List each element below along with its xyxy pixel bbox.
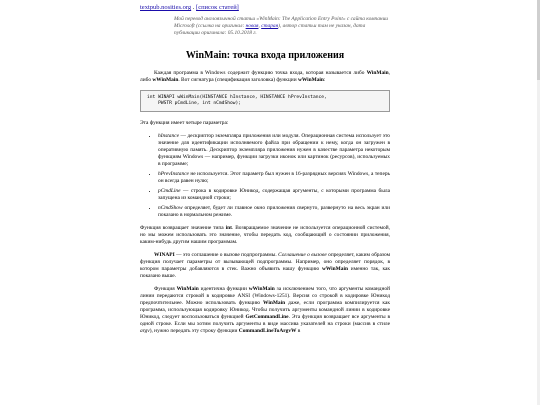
code-line-1: int WINAPI wWinMain(HINSTANCE hInstance, HINSTANCE hPrevInstance, [147, 95, 327, 100]
code-block [140, 90, 390, 112]
top-nav [140, 3, 390, 12]
param-item: • hPrevInstance не используется. Этот параметр был нужен в 16-разрядных версиях Windows, а теперь он всегда равен нулю; [158, 171, 390, 185]
intro-text-2: ), автор статьи там не указан, дата публикации оригинала: 05.10.2018 г. [174, 23, 366, 36]
intro-text-1: Мой перевод англоязычной статьи «WinMain: The Application Entry Point» с сайта компании Microsoft (ссылка на оригинал: [174, 16, 388, 29]
articles-list-link[interactable]: [список статей] [196, 4, 239, 11]
paragraph-4: WINAPI — это соглашение о вызове подпрограммы. Соглашение о вызове определяет, каким образом функция получает параметры от вызывающей подпрограммы. Например, оно определяет порядок, в котором параметры добавляются в стек. Важно объявить нашу функцию wWinMain именно так, как показано выше. [140, 252, 391, 279]
page-content [140, 3, 390, 341]
paragraph-3: Функция возвращает значение типа int. Возвращаемое значение не используется операционной системой, но мы можем использовать это значение, чтобы передать код, сообщающий о состоянии приложения, каким-нибудь другим нашим программам. [140, 225, 390, 245]
translation-note [174, 16, 390, 37]
nav-separator: . [191, 4, 197, 11]
param-list [140, 133, 390, 219]
site-link[interactable]: textpub.nosities.org [140, 4, 192, 11]
article-title: WinMain: точка входа приложения [185, 50, 345, 61]
original-link-old[interactable]: старая [261, 23, 279, 29]
intro-comma: , [258, 23, 262, 29]
paragraph-2: Эта функция имеет четыре параметра: [140, 120, 229, 126]
param-item: • nCmdShow определяет, будет ли главное окно приложения свернуто, развернуто на весь экран или показано в нормальном режиме. [158, 205, 390, 219]
code-line-2: PWSTR pCmdLine, int nCmdShow); [147, 101, 242, 106]
paragraph-5: Функция WinMain идентична функции wWinMain за исключением того, что аргументы командной линии передаются строкой в кодировке ANSI (Windows-1251). Версия со строкой в кодировке Юникод предпочтительнее. Можно использовать функцию WinMain даже, если программа компилируется как программа, использующая кодировку Юникод. Чтобы получить аргументы командной линии в кодировке Юникод, следует воспользоваться функцией GetCommandLine. Эта функция возвращает все аргументы в одной строке. Если мы хотим получить аргументы в виде массива указателей на строки (массив в стиле argv), нужно передать эту строку функции CommandLineToArgvW в [140, 286, 390, 334]
param-item: • pCmdLine — строка в кодировке Юникод, содержащая аргументы, с которыми программа была запущена из командной строки; [158, 188, 390, 202]
original-link-new[interactable]: новая [245, 23, 259, 29]
param-item: • hInstance — дескриптор экземпляра приложения или модуля. Операционная система использует это значение для идентификации исполняемого файла при обращении к нему, когда он загружен в оперативную память. Дескриптор экземпляра приложения нужен в качестве параметра некоторым функциям Windows — например, функции загрузки иконок или картинок (ресурсов), используемых в программе; [158, 133, 390, 168]
paragraph-1: Каждая программа в Windows содержит функцию точка входа, которая называется либо WinMain, либо wWinMain. Вот сигнатура (спецификация заголовка) функции wWinMain: [140, 70, 390, 83]
